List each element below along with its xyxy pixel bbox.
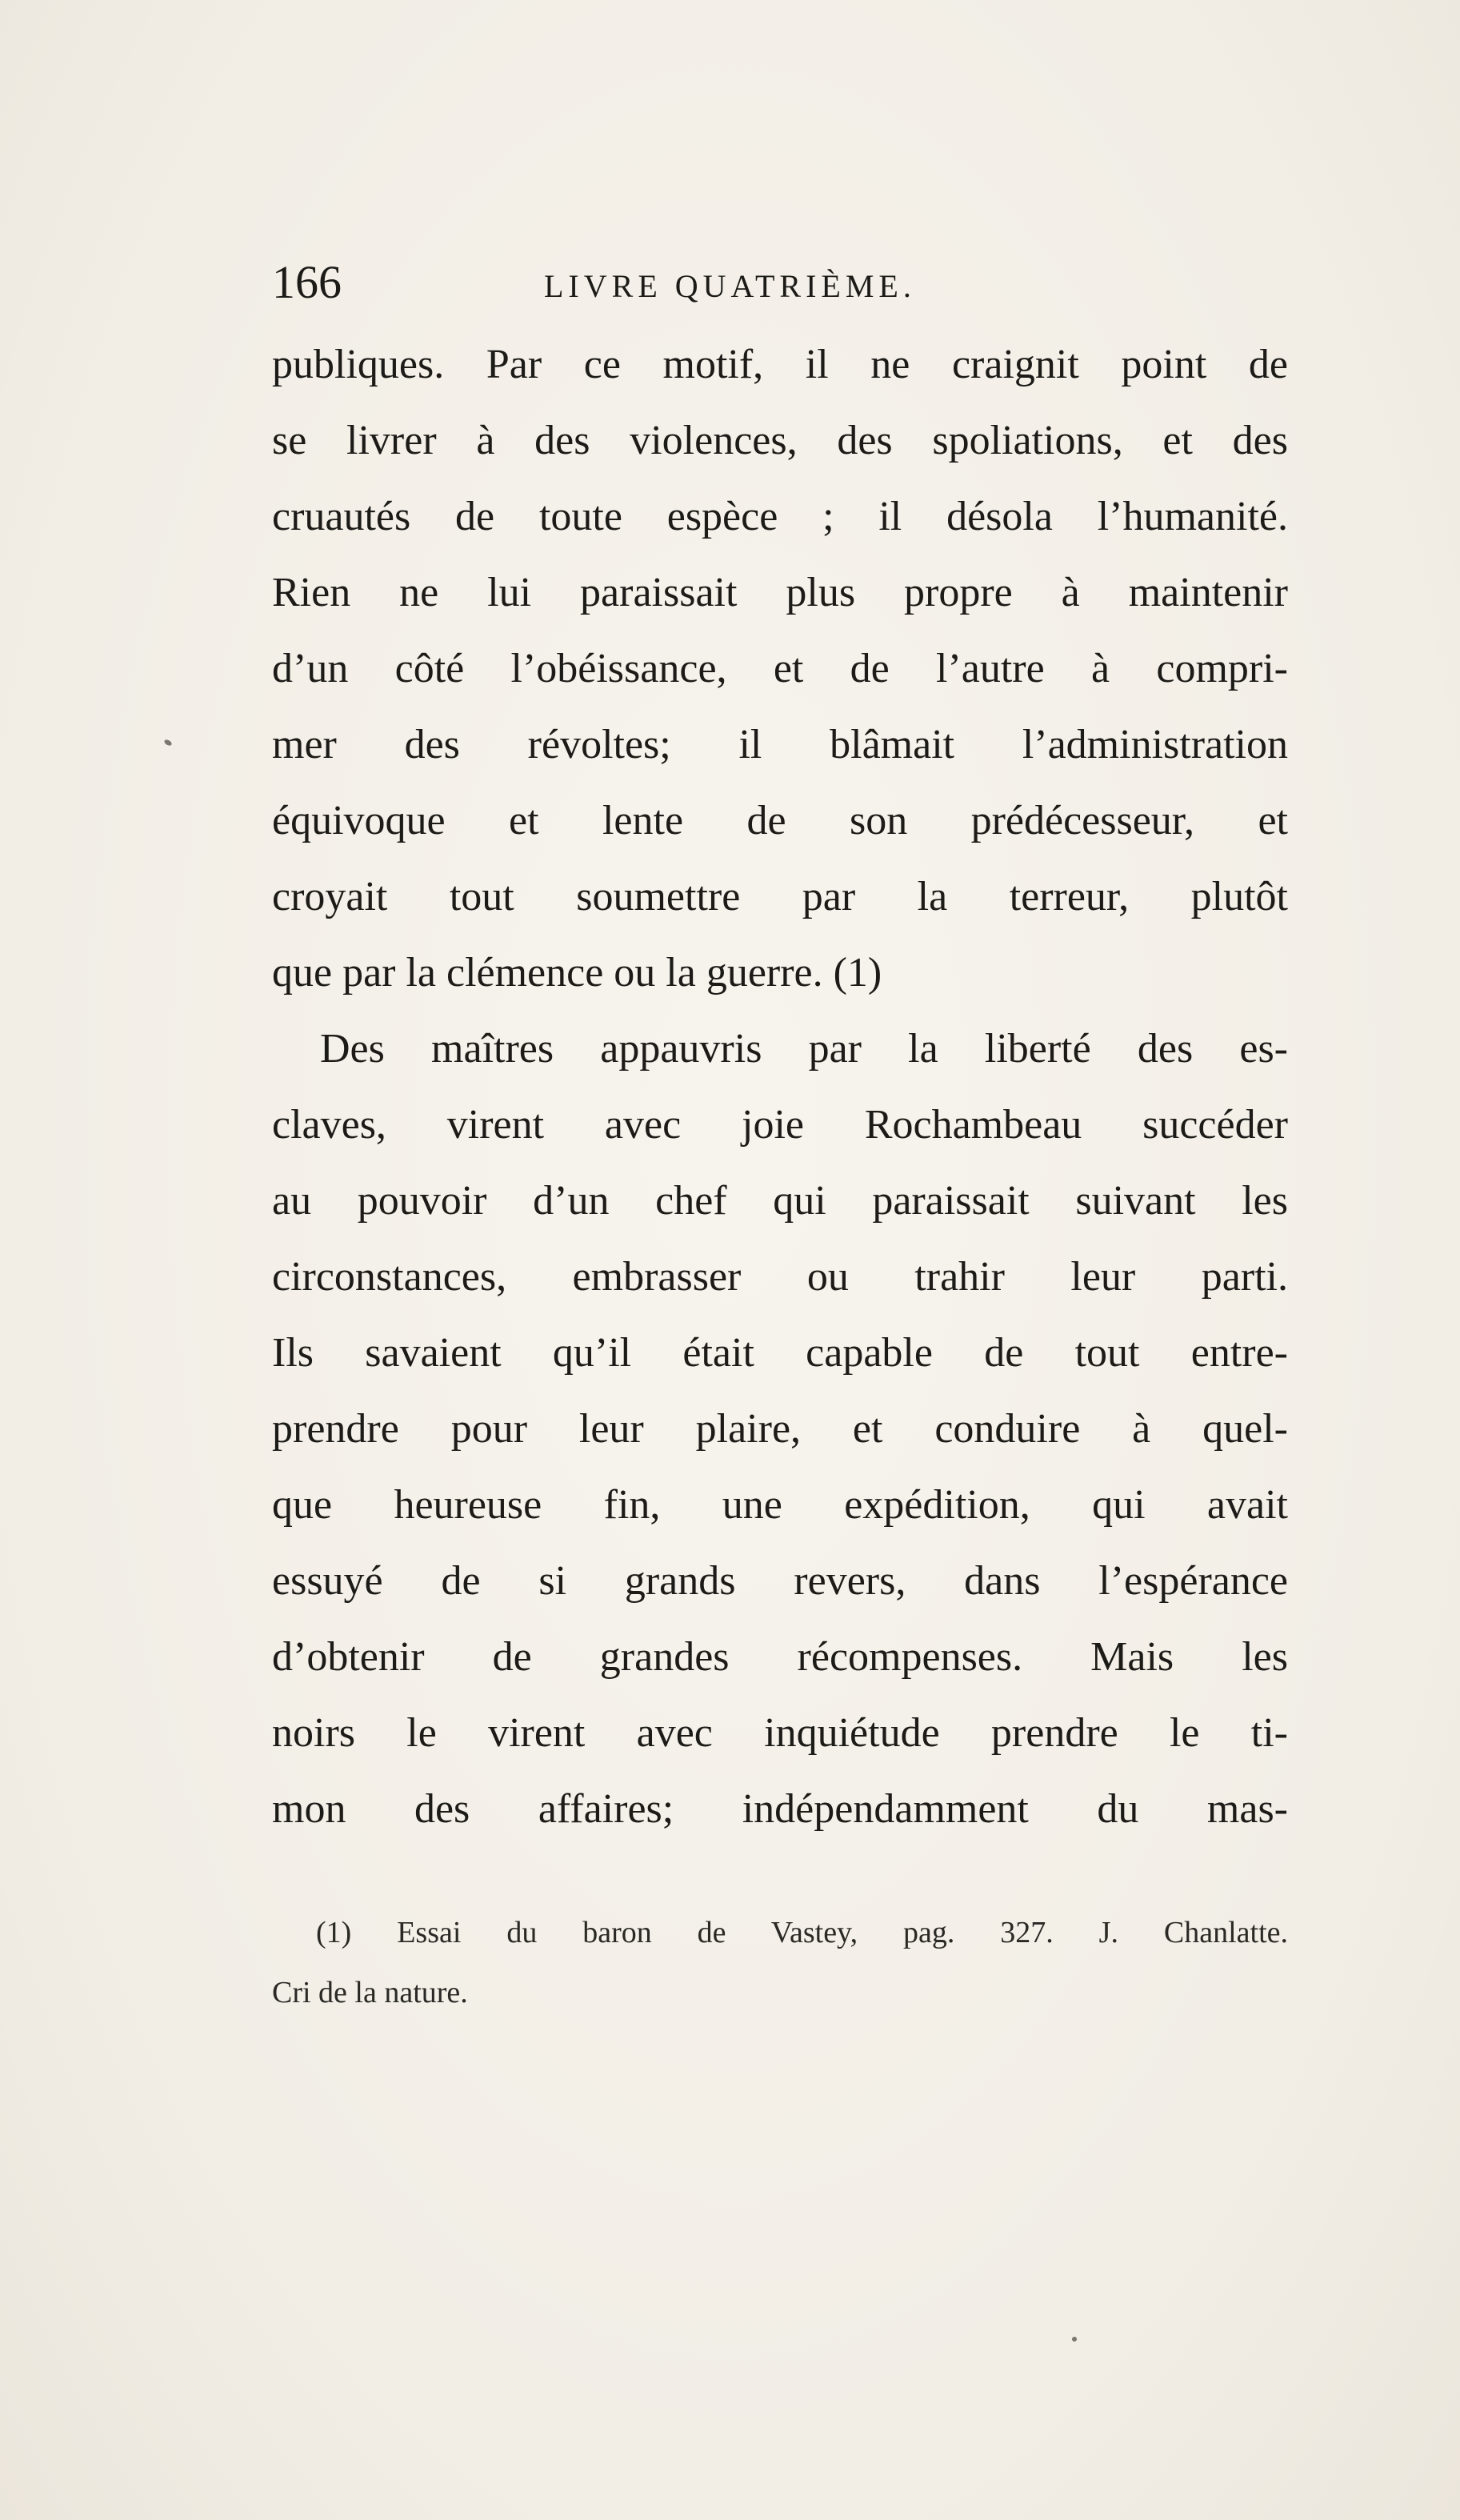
text-line: claves, virent avec joie Rochambeau succéder	[272, 1102, 1288, 1148]
running-title: LIVRE QUATRIÈME.	[544, 268, 916, 304]
running-head	[272, 254, 1288, 310]
text-line: noirs le virent avec inquiétude prendre le ti-	[272, 1710, 1288, 1756]
text-line: Des maîtres appauvris par la liberté des es-	[320, 1026, 1288, 1072]
page-number: 166	[272, 256, 342, 308]
paper-speck	[1071, 2336, 1078, 2342]
text-line: cruautés de toute espèce ; il désola l’humanité.	[272, 494, 1288, 539]
text-line: se livrer à des violences, des spoliations, et des	[272, 418, 1288, 463]
footnote	[272, 1903, 1288, 2023]
paper-speck	[163, 739, 173, 747]
text-line: que heureuse fin, une expédition, qui avait	[272, 1482, 1288, 1528]
text-line: essuyé de si grands revers, dans l’espérance	[272, 1558, 1288, 1604]
body-text	[272, 327, 1288, 1847]
text-line: croyait tout soumettre par la terreur, plutôt	[272, 874, 1288, 919]
footnote-line: (1) Essai du baron de Vastey, pag. 327. J. Chanlatte.	[316, 1916, 1288, 1949]
text-line: publiques. Par ce motif, il ne craignit point de	[272, 342, 1288, 387]
text-line: Ils savaient qu’il était capable de tout entre-	[272, 1330, 1288, 1376]
text-line: au pouvoir d’un chef qui paraissait suivant les	[272, 1178, 1288, 1224]
text-line: que par la clémence ou la guerre. (1)	[272, 950, 882, 996]
footnote-line: Cri de la nature.	[272, 1976, 468, 2009]
text-line: prendre pour leur plaire, et conduire à quel-	[272, 1406, 1288, 1452]
text-line: équivoque et lente de son prédécesseur, et	[272, 798, 1288, 843]
text-line: circonstances, embrasser ou trahir leur parti.	[272, 1254, 1288, 1300]
text-line: Rien ne lui paraissait plus propre à maintenir	[272, 570, 1288, 615]
text-line: mon des affaires; indépendamment du mas-	[272, 1786, 1288, 1832]
text-line: d’obtenir de grandes récompenses. Mais les	[272, 1634, 1288, 1680]
text-line: mer des révoltes; il blâmait l’administration	[272, 722, 1288, 767]
text-line: d’un côté l’obéissance, et de l’autre à compri-	[272, 646, 1288, 691]
